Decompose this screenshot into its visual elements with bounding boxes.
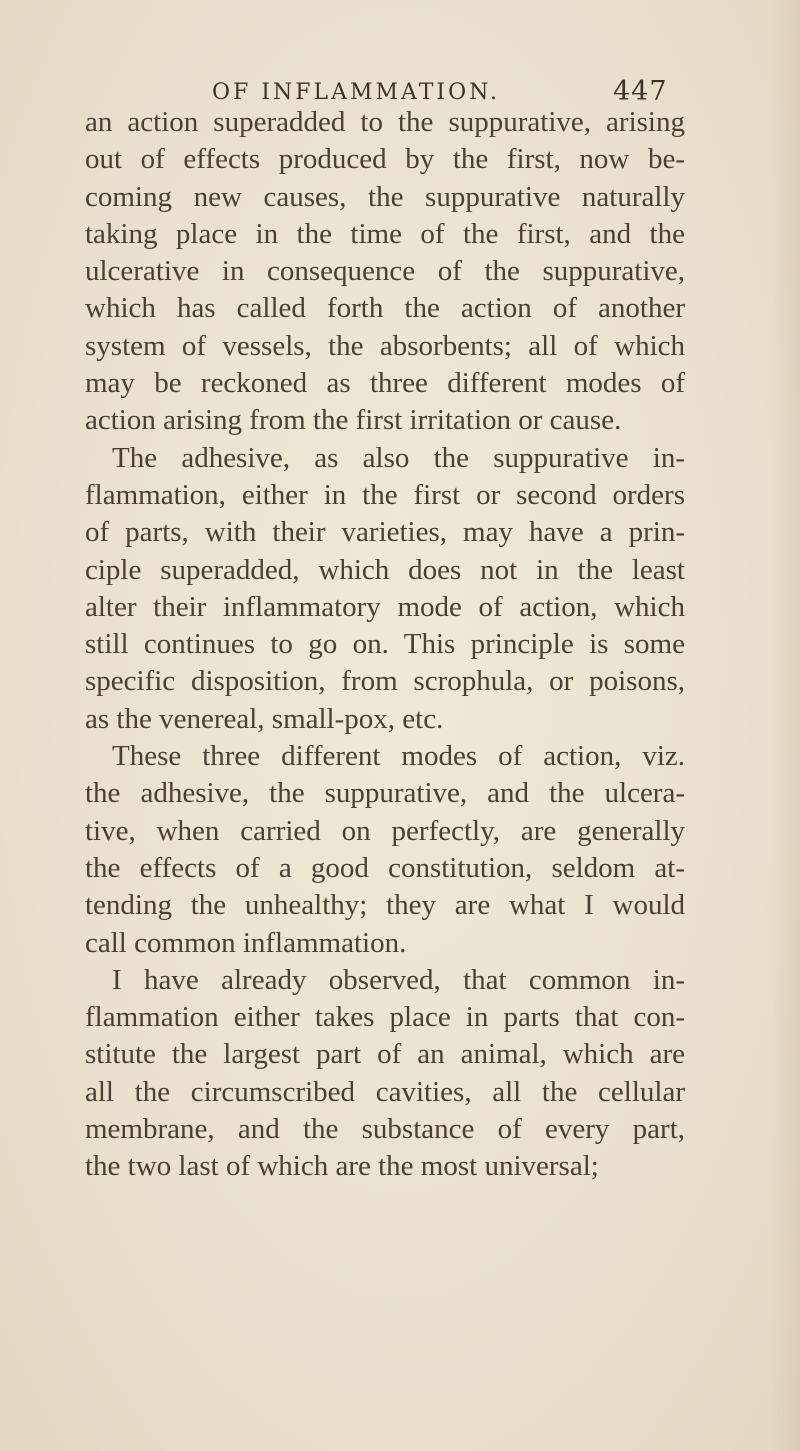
text-line: as the venereal, small-pox, etc. bbox=[85, 702, 444, 735]
text-line: I have already observed, that common in- bbox=[112, 963, 685, 996]
text-line: ciple superadded, which does not in the least bbox=[85, 553, 685, 586]
text-line: the effects of a good constitution, seldom at- bbox=[85, 851, 685, 884]
text-line: The adhesive, as also the suppurative in- bbox=[112, 441, 685, 474]
text-line: the adhesive, the suppurative, and the ulcera- bbox=[85, 777, 685, 810]
text-line: alter their inflammatory mode of action, which bbox=[85, 590, 685, 623]
text-line: may be reckoned as three different modes of bbox=[85, 367, 685, 400]
text-line: These three different modes of action, viz. bbox=[112, 740, 685, 773]
text-line: action arising from the first irritation or cause. bbox=[85, 404, 622, 437]
text-line: system of vessels, the absorbents; all of which bbox=[85, 329, 685, 362]
page-number: 447 bbox=[613, 76, 668, 107]
text-line: all the circumscribed cavities, all the cellular bbox=[85, 1075, 685, 1108]
page-edge-shadow bbox=[770, 0, 800, 1451]
text-line: specific disposition, from scrophula, or poisons, bbox=[85, 665, 685, 698]
text-line: coming new causes, the suppurative naturally bbox=[85, 180, 685, 213]
text-line: of parts, with their varieties, may have a prin- bbox=[85, 516, 685, 549]
text-line: tive, when carried on perfectly, are generally bbox=[85, 814, 685, 847]
running-title: OF INFLAMMATION. bbox=[212, 80, 500, 105]
text-line: taking place in the time of the first, and the bbox=[85, 217, 685, 250]
text-line: call common inflammation. bbox=[85, 926, 407, 959]
text-line: the two last of which are the most universal; bbox=[85, 1150, 599, 1183]
text-line: still continues to go on. This principle is some bbox=[85, 628, 685, 661]
text-line: out of effects produced by the first, now be- bbox=[85, 143, 685, 176]
text-line: ulcerative in consequence of the suppurative, bbox=[85, 255, 685, 288]
text-line: flammation, either in the first or second orders bbox=[85, 478, 685, 511]
body-text bbox=[85, 104, 685, 1186]
text-line: flammation either takes place in parts that con- bbox=[85, 1001, 685, 1034]
text-line: stitute the largest part of an animal, which are bbox=[85, 1038, 685, 1071]
text-line: which has called forth the action of another bbox=[85, 292, 685, 325]
text-line: membrane, and the substance of every part, bbox=[85, 1113, 685, 1146]
text-line: tending the unhealthy; they are what I would bbox=[85, 889, 685, 922]
text-line: an action superadded to the suppurative, arising bbox=[85, 106, 685, 138]
